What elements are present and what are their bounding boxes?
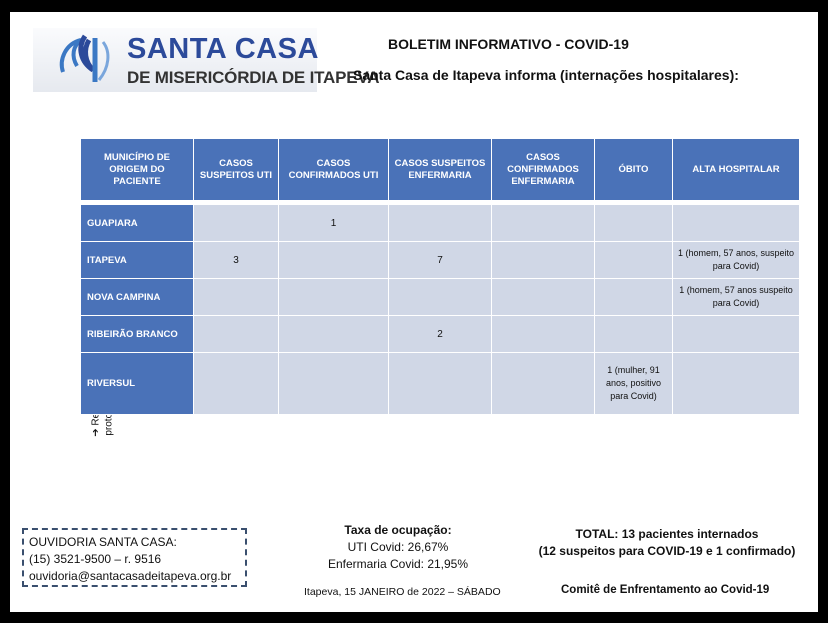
cell [673,205,800,242]
bulletin-page [10,12,818,612]
cell [595,316,673,353]
cell [595,242,673,279]
cell [194,316,279,353]
table-row [81,353,800,415]
cell: 2 [389,316,492,353]
occupancy-uti: UTI Covid: 26,67% [347,540,449,554]
cell [673,353,800,415]
bulletin-date: Itapeva, 15 JANEIRO de 2022 – SÁBADO [304,586,501,598]
total-summary [522,526,812,560]
header-municipio: MUNICÍPIO DE ORIGEM DO PACIENTE [81,139,194,201]
page-subtitle: Santa Casa de Itapeva informa (internações hospitalares): [353,67,739,83]
total-line2: (12 suspeitos para COVID-19 e 1 confirmado) [538,544,796,558]
cell [492,242,595,279]
committee-signature: Comitê de Enfrentamento ao Covid-19 [561,584,770,596]
cell [673,316,800,353]
occupancy-rate [298,522,498,573]
table-row [81,316,800,353]
header-confirmados-enfermaria: CASOS CONFIRMADOS ENFERMARIA [492,139,595,201]
logo-sub-text: DE MISERICÓRDIA DE ITAPEVA [127,68,380,87]
cell: 7 [389,242,492,279]
header-suspeitos-uti: CASOS SUSPEITOS UTI [194,139,279,201]
cell: 1 [279,205,389,242]
cell [492,353,595,415]
page-title: BOLETIM INFORMATIVO - COVID-19 [388,36,629,52]
ouvidoria-email: ouvidoria@santacasadeitapeva.org.br [29,569,232,583]
cell [595,205,673,242]
cell [492,205,595,242]
cell [194,205,279,242]
header-suspeitos-enfermaria: CASOS SUSPEITOS ENFERMARIA [389,139,492,201]
cell: 1 (homem, 57 anos suspeito para Covid) [673,279,800,316]
cell [279,279,389,316]
cell-municipio: NOVA CAMPINA [81,279,194,316]
santa-casa-logo [33,28,380,92]
santa-casa-logo-icon [55,32,119,88]
table-row [81,205,800,242]
occupancy-title: Taxa de ocupação: [344,523,452,537]
cell [389,279,492,316]
cell [279,316,389,353]
ouvidoria-phone: (15) 3521-9500 – r. 9516 [29,552,162,566]
table-row [81,279,800,316]
header-confirmados-uti: CASOS CONFIRMADOS UTI [279,139,389,201]
cell-municipio: RIBEIRÃO BRANCO [81,316,194,353]
ouvidoria-box [22,528,247,587]
ouvidoria-title: OUVIDORIA SANTA CASA: [29,535,177,549]
table-row [81,242,800,279]
cell [279,242,389,279]
cell [194,353,279,415]
cell [389,353,492,415]
header-obito: ÓBITO [595,139,673,201]
table-header-row [81,139,800,201]
cell [492,279,595,316]
cell [389,205,492,242]
cell [492,316,595,353]
hospitalizations-table [80,138,800,415]
cell: 1 (mulher, 91 anos, positivo para Covid) [595,353,673,415]
cell: 1 (homem, 57 anos, suspeito para Covid) [673,242,800,279]
cell-municipio: GUAPIARA [81,205,194,242]
cell-municipio: ITAPEVA [81,242,194,279]
logo-main-text: SANTA CASA [127,33,319,65]
header-alta: ALTA HOSPITALAR [673,139,800,201]
occupancy-enfermaria: Enfermaria Covid: 21,95% [327,557,469,571]
cell [595,279,673,316]
cell [279,353,389,415]
cell [194,279,279,316]
total-line1: TOTAL: 13 pacientes internados [575,527,759,541]
cell-municipio: RIVERSUL [81,353,194,415]
cell: 3 [194,242,279,279]
